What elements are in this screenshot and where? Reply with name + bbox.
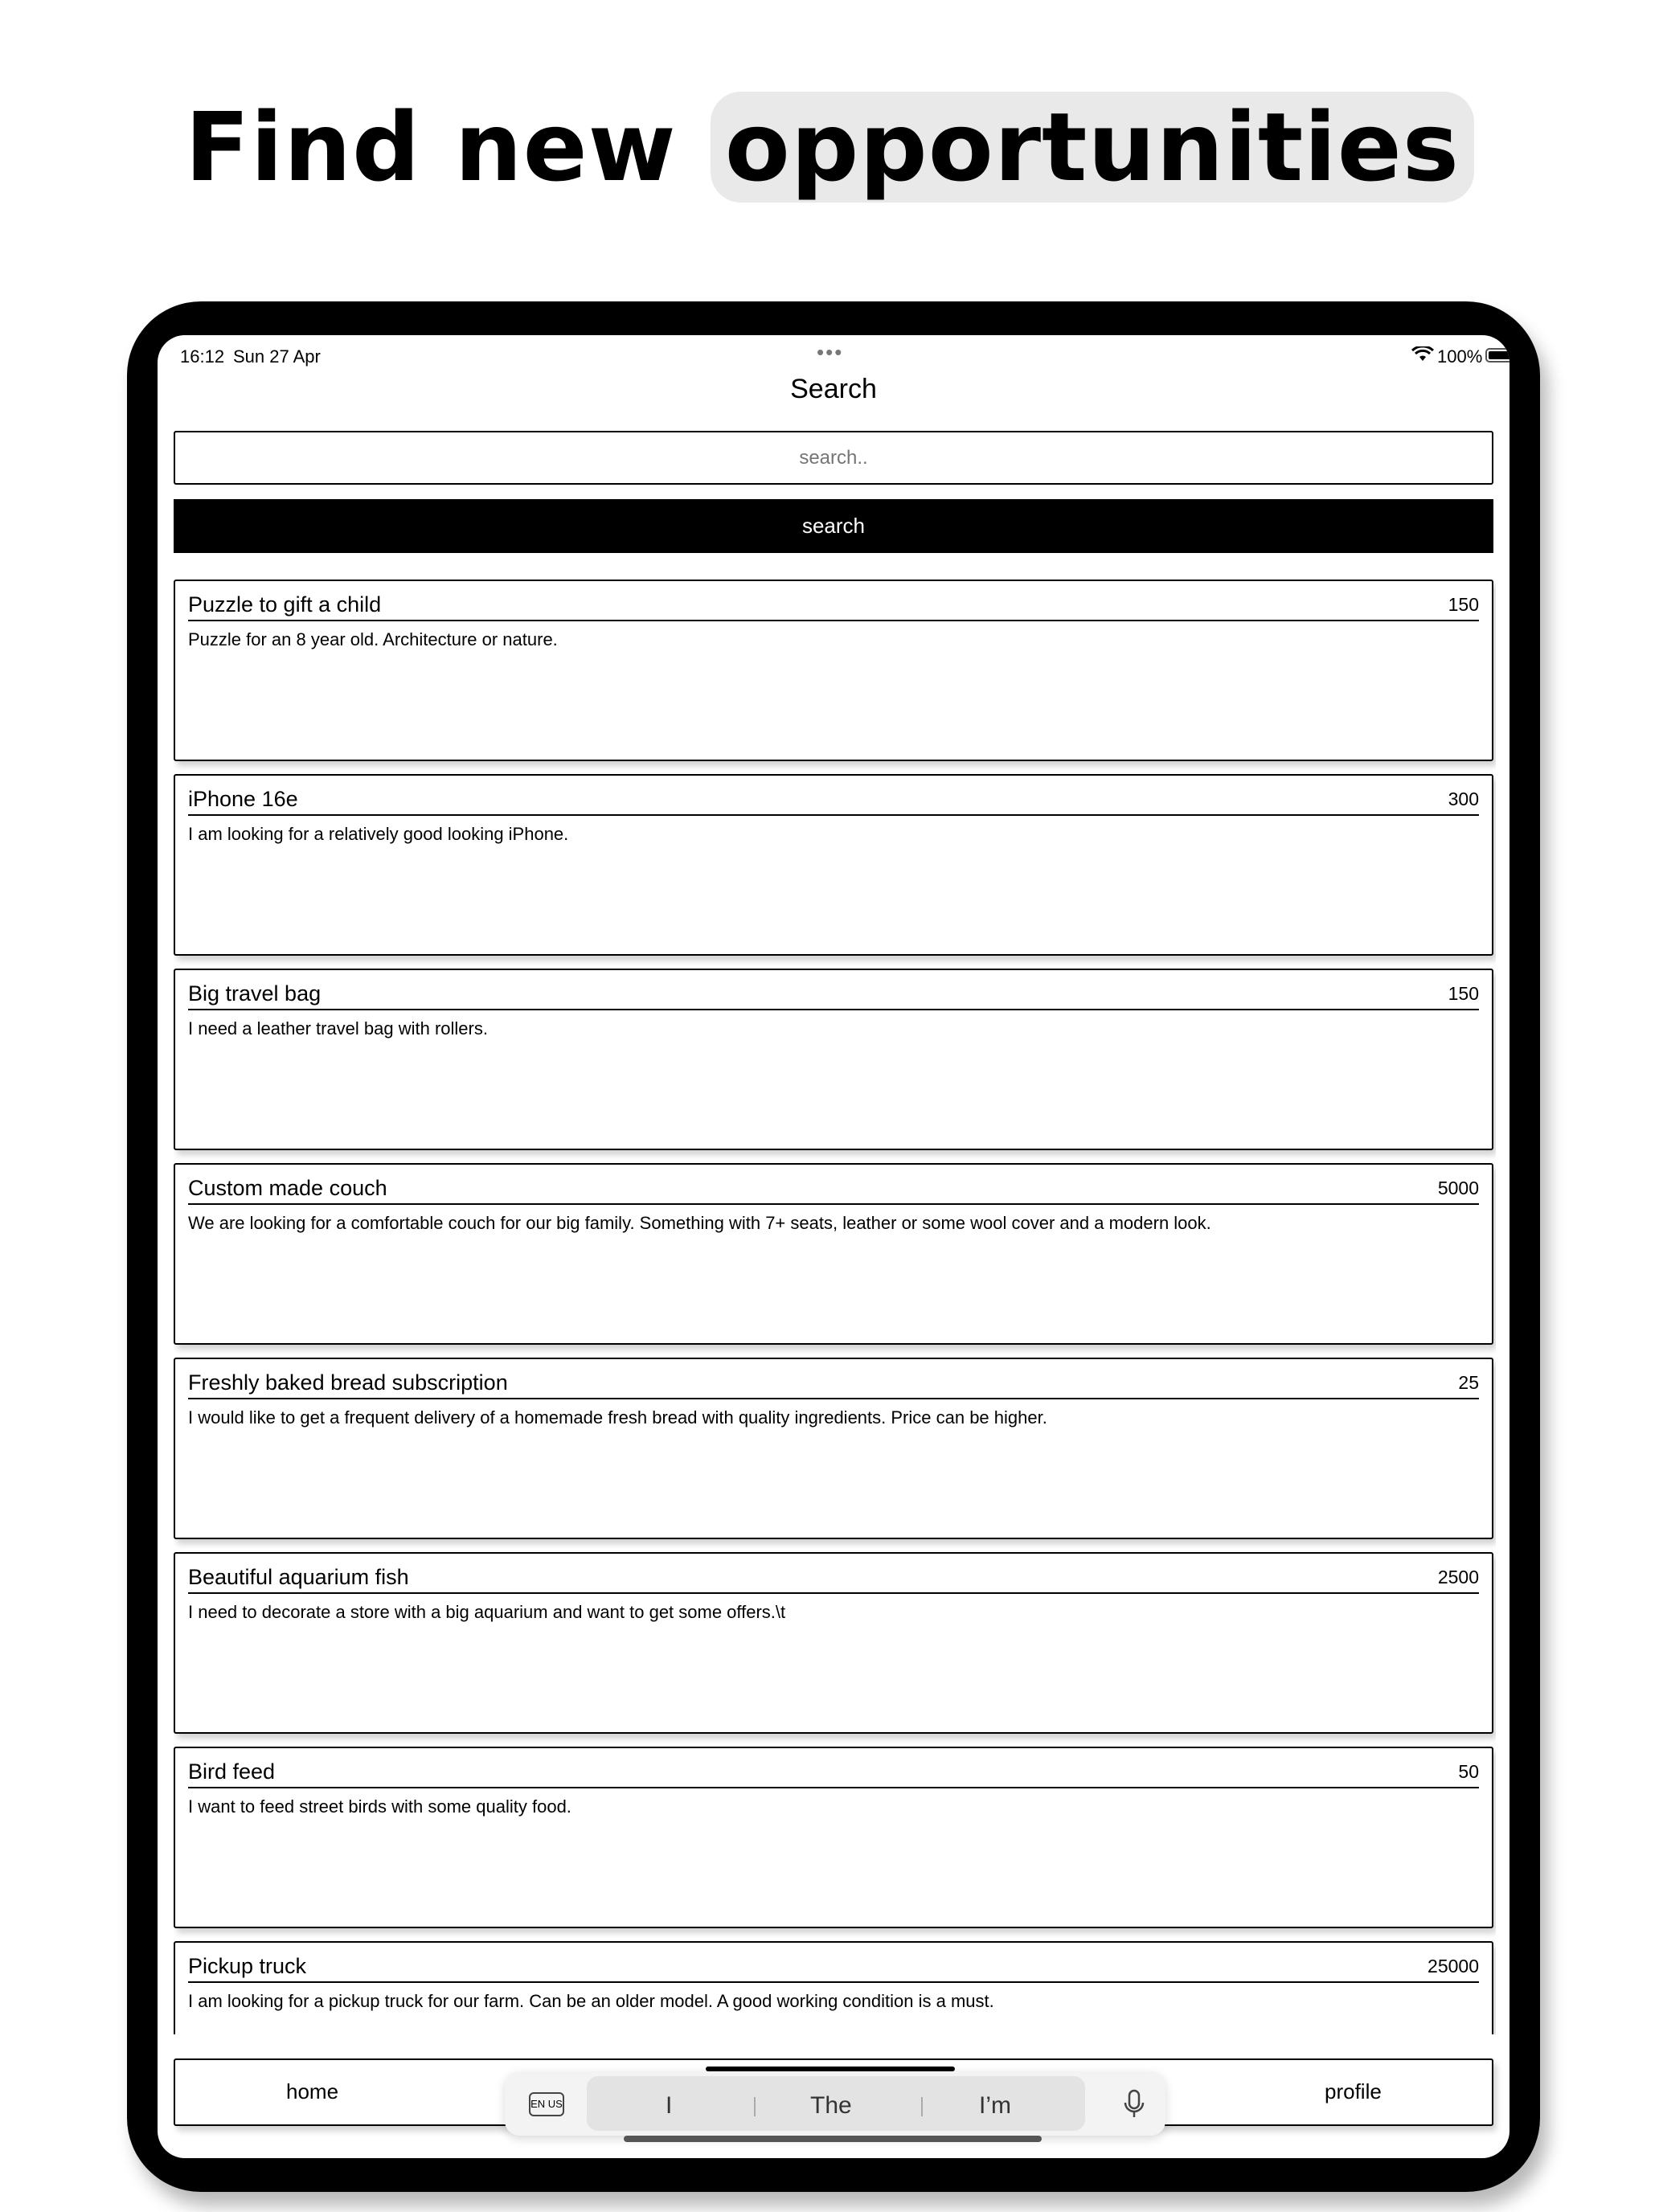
- listing-title: Pickup truck: [188, 1954, 307, 1978]
- tab-profile[interactable]: profile: [1325, 2079, 1382, 2103]
- app-screen: [158, 335, 1509, 2158]
- listing-title: Bird feed: [188, 1759, 276, 1784]
- listing-description: I am looking for a pickup truck for our farm. Can be an older model. A good working condition is a must.: [188, 1991, 994, 2011]
- listing-price: 25000: [1428, 1956, 1479, 1976]
- keyboard-grabber: [706, 2067, 955, 2071]
- listing-card[interactable]: [174, 1941, 1493, 2034]
- listing-price: 300: [1448, 789, 1479, 809]
- listing-header: [188, 1756, 1479, 1788]
- listing-description: I need to decorate a store with a big aquarium and want to get some offers.\t: [188, 1602, 786, 1622]
- listing-title: Puzzle to gift a child: [188, 592, 382, 616]
- suggestion-3[interactable]: I’m: [979, 2092, 1011, 2119]
- listing-price: 50: [1458, 1761, 1479, 1782]
- listing-header: [188, 1951, 1479, 1983]
- listing-header: [188, 978, 1479, 1010]
- listing-title: Freshly baked bread subscription: [188, 1370, 508, 1395]
- listing-card[interactable]: [174, 1552, 1493, 1734]
- listing-header: [188, 589, 1479, 621]
- multitasking-dots-icon[interactable]: •••: [817, 340, 844, 364]
- listing-description: We are looking for a comfortable couch for our big family. Something with 7+ seats, leather or some wool cover and a modern look.: [188, 1213, 1211, 1233]
- suggestion-divider: [754, 2097, 756, 2116]
- battery-percentage: 100%: [1437, 346, 1483, 367]
- headline-highlight: opportunities: [711, 92, 1474, 203]
- listing-card[interactable]: [174, 1163, 1493, 1345]
- listing-card[interactable]: [174, 1747, 1493, 1928]
- tablet-frame: [127, 301, 1540, 2192]
- battery-icon: [1485, 348, 1509, 363]
- wifi-icon: [1411, 346, 1434, 363]
- listing-price: 5000: [1437, 1178, 1479, 1198]
- search-button[interactable]: search: [174, 499, 1493, 553]
- tab-home[interactable]: home: [286, 2079, 339, 2103]
- status-bar: [158, 335, 1509, 367]
- listing-header: [188, 1367, 1479, 1399]
- microphone-icon[interactable]: [1122, 2089, 1146, 2120]
- keyboard-language-icon[interactable]: EN US: [529, 2092, 564, 2116]
- listing-title: iPhone 16e: [188, 787, 298, 811]
- search-input[interactable]: [174, 431, 1493, 485]
- home-indicator[interactable]: [624, 2136, 1042, 2142]
- listing-header: [188, 784, 1479, 816]
- listing-header: [188, 1562, 1479, 1594]
- listing-description: I am looking for a relatively good looking iPhone.: [188, 824, 569, 844]
- listing-description: I need a leather travel bag with rollers.: [188, 1018, 488, 1038]
- status-date: Sun 27 Apr: [233, 346, 321, 367]
- listing-title: Custom made couch: [188, 1176, 387, 1200]
- keyboard-suggestion-bar: [505, 2071, 1165, 2136]
- listing-card[interactable]: [174, 1358, 1493, 1539]
- listing-list[interactable]: [174, 580, 1496, 2034]
- listing-title: Beautiful aquarium fish: [188, 1565, 409, 1589]
- suggestion-2[interactable]: The: [810, 2092, 852, 2119]
- suggestion-1[interactable]: I: [666, 2092, 673, 2119]
- listing-price: 150: [1448, 983, 1479, 1004]
- suggestion-divider: [921, 2097, 923, 2116]
- listing-price: 25: [1458, 1372, 1479, 1393]
- listing-description: Puzzle for an 8 year old. Architecture or nature.: [188, 629, 558, 649]
- marketing-headline: [0, 87, 1659, 207]
- listing-card[interactable]: [174, 969, 1493, 1150]
- headline-plain: Find new: [185, 92, 677, 203]
- listing-description: I want to feed street birds with some quality food.: [188, 1796, 571, 1817]
- listing-card[interactable]: [174, 774, 1493, 956]
- page-title: Search: [790, 374, 877, 404]
- listing-card[interactable]: [174, 580, 1493, 761]
- listing-description: I would like to get a frequent delivery of a homemade fresh bread with quality ingredients. Price can be higher.: [188, 1407, 1047, 1428]
- listing-header: [188, 1173, 1479, 1205]
- listing-price: 2500: [1437, 1567, 1479, 1587]
- status-time: 16:12: [180, 346, 225, 367]
- listing-price: 150: [1448, 594, 1479, 615]
- listing-title: Big travel bag: [188, 981, 322, 1006]
